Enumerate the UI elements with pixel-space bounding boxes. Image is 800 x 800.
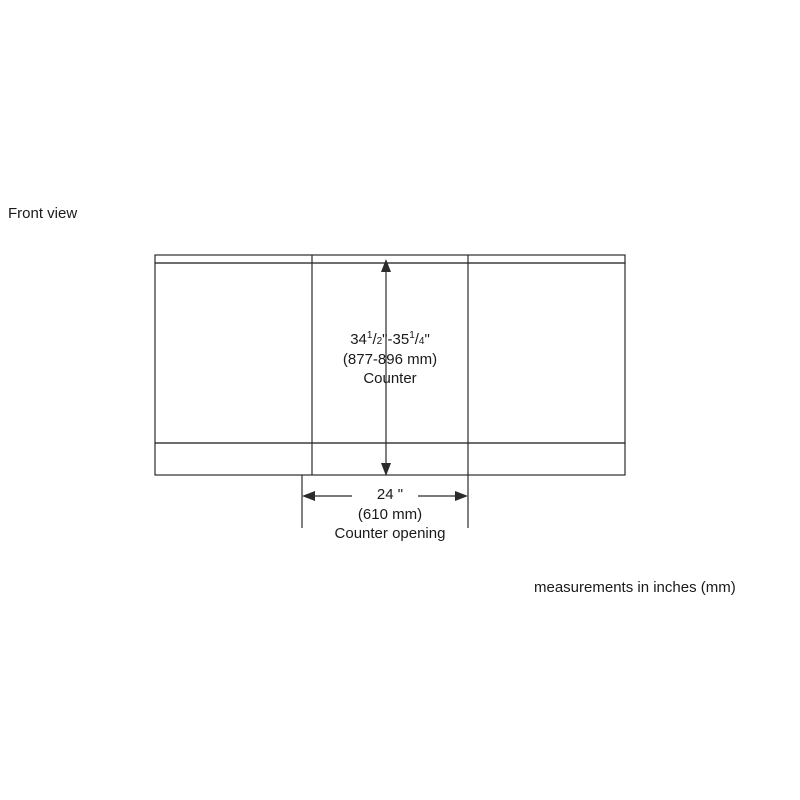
height-fraction-2: $^1$/4: [409, 330, 425, 348]
height-arrow-down: [381, 463, 391, 476]
height-dimension-inches: [300, 330, 480, 350]
width-dimension-label: [300, 485, 480, 544]
width-dimension-caption: Counter opening: [334, 525, 446, 542]
height-value-whole-1: 34: [350, 331, 367, 348]
width-dimension-mm: (610 mm): [357, 505, 423, 523]
height-frac-den-1: 2: [376, 336, 383, 347]
height-frac-num-1: 1: [366, 330, 373, 341]
height-frac-den-2: 4: [418, 336, 425, 347]
height-unit-mark: ": [424, 331, 430, 348]
height-fraction-1: $^1$/2: [366, 330, 383, 348]
front-view-label: Front view: [8, 205, 78, 222]
width-dimension-inches: 24 ": [376, 486, 404, 503]
height-dimension-label: [300, 330, 480, 389]
height-arrow-up: [381, 259, 391, 272]
units-note: measurements in inches (mm): [534, 579, 736, 596]
height-dimension-caption: Counter: [363, 370, 417, 387]
height-separator: "-: [382, 331, 393, 348]
counter-top-strip: [155, 255, 625, 263]
counter-base-strip: [155, 443, 625, 475]
height-value-whole-2: 35: [392, 331, 410, 348]
height-frac-num-2: 1: [409, 330, 415, 341]
height-dimension-mm: (877-896 mm): [342, 350, 438, 368]
